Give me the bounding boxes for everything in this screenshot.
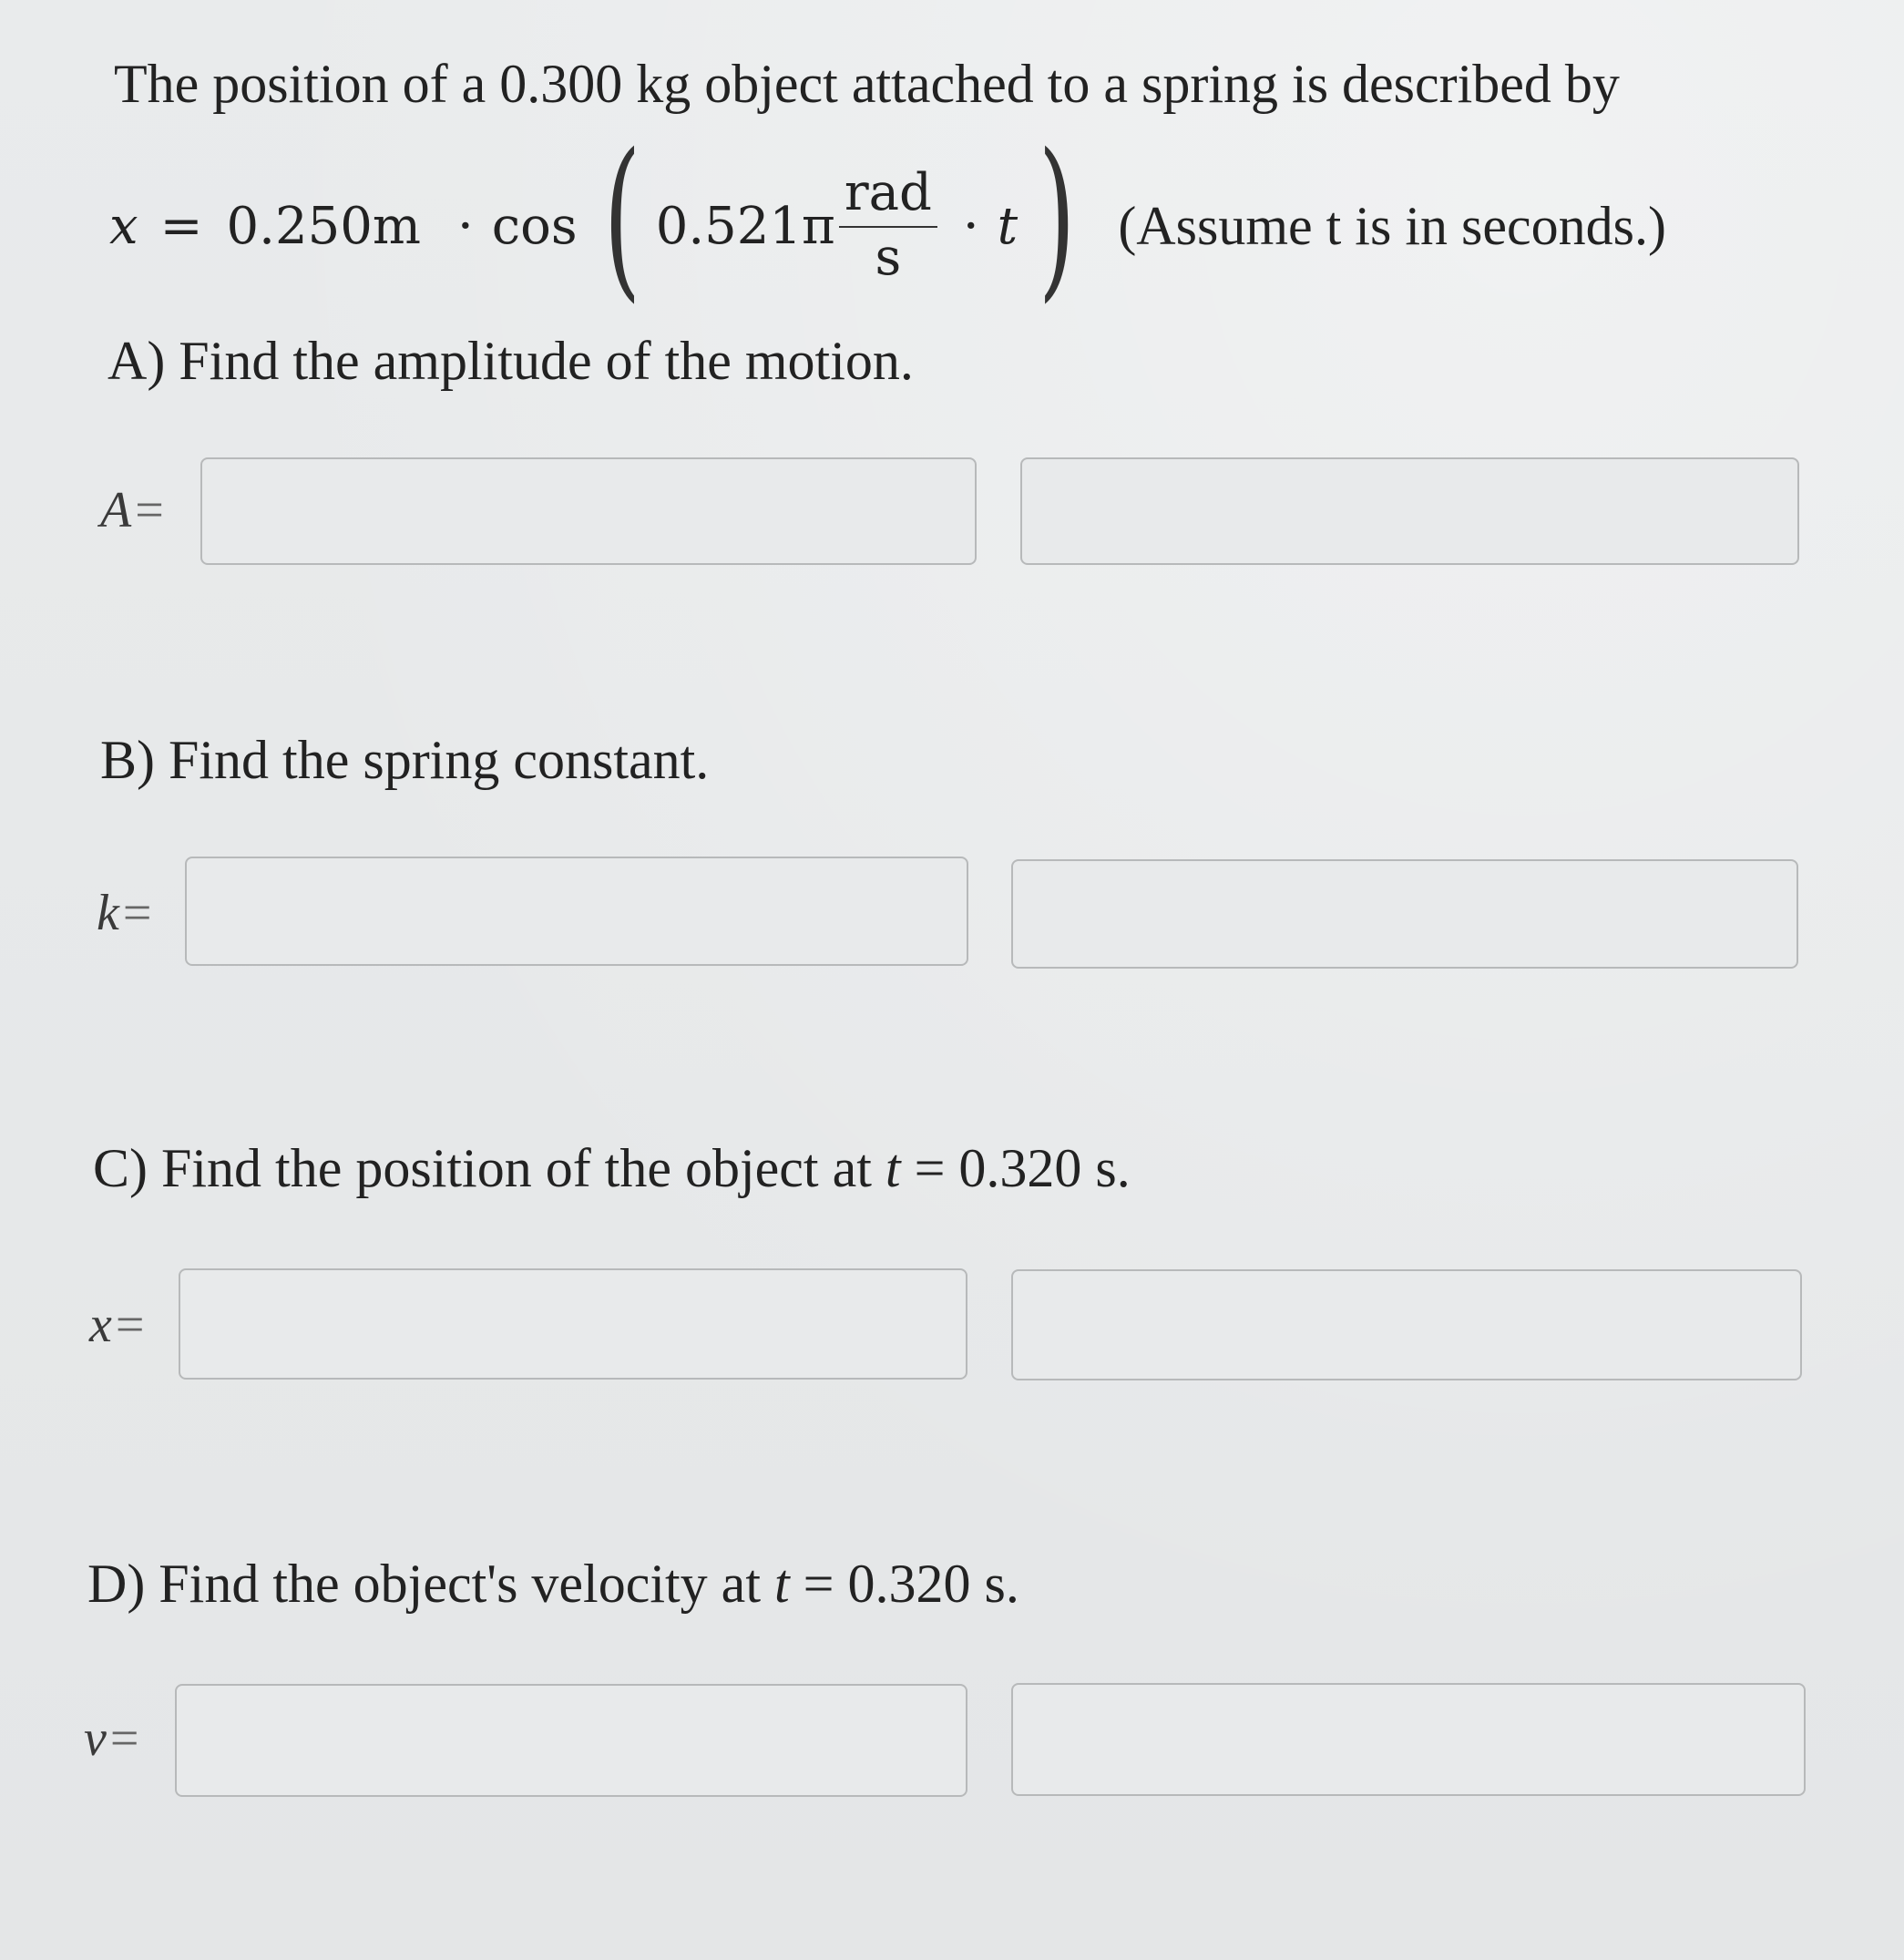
position-unit-input[interactable]: [1011, 1269, 1802, 1380]
equation-note: (Assume t is in seconds.): [1118, 195, 1666, 256]
equation-dot-2: ·: [962, 196, 979, 256]
question-d-pre: D) Find the object's velocity at: [87, 1554, 774, 1614]
question-d: [87, 1553, 1019, 1616]
unit-numerator: rad: [844, 163, 932, 223]
symbol-k-equals: =: [122, 885, 152, 941]
equation-equals: =: [159, 196, 203, 256]
velocity-value-input[interactable]: [175, 1684, 967, 1797]
problem-intro: The position of a 0.300 kg object attached to a spring is described by: [114, 54, 1620, 114]
equation-var: t: [997, 196, 1019, 256]
velocity-unit-input[interactable]: [1011, 1683, 1806, 1796]
symbol-v-label: [84, 1709, 138, 1768]
question-c-post: = 0.320 s.: [900, 1138, 1131, 1198]
symbol-x: x: [89, 1297, 112, 1353]
symbol-a: A: [100, 482, 132, 539]
amplitude-unit-input[interactable]: [1020, 457, 1799, 565]
question-d-post: = 0.320 s.: [789, 1554, 1019, 1614]
amplitude-value-input[interactable]: [200, 457, 977, 565]
symbol-a-equals: =: [135, 482, 164, 539]
symbol-x-label: [89, 1296, 144, 1354]
equation-amplitude: 0.250m: [226, 196, 421, 256]
unit-denominator: s: [875, 228, 902, 287]
equation-coef: 0.521π: [655, 196, 835, 256]
question-c-var: t: [885, 1138, 901, 1198]
symbol-v: v: [84, 1710, 107, 1767]
position-equation: [109, 117, 1666, 318]
unit-fraction: [839, 163, 937, 287]
left-paren: (: [603, 117, 641, 318]
symbol-a-label: [100, 481, 164, 539]
symbol-v-equals: =: [109, 1710, 139, 1767]
equation-dot: ·: [456, 196, 474, 256]
spring-constant-value-input[interactable]: [185, 857, 968, 966]
question-d-var: t: [773, 1554, 790, 1614]
right-paren: ): [1038, 117, 1076, 318]
position-value-input[interactable]: [179, 1268, 967, 1380]
question-c: [93, 1137, 1131, 1200]
symbol-k-label: [97, 884, 151, 942]
equation-func: cos: [491, 196, 578, 256]
equation-lhs: x: [109, 196, 138, 256]
symbol-x-equals: =: [115, 1297, 145, 1353]
question-b: B) Find the spring constant.: [100, 730, 710, 790]
spring-constant-unit-input[interactable]: [1011, 859, 1798, 969]
symbol-k: k: [97, 885, 119, 941]
question-c-pre: C) Find the position of the object at: [93, 1138, 885, 1198]
question-a: A) Find the amplitude of the motion.: [107, 331, 914, 391]
